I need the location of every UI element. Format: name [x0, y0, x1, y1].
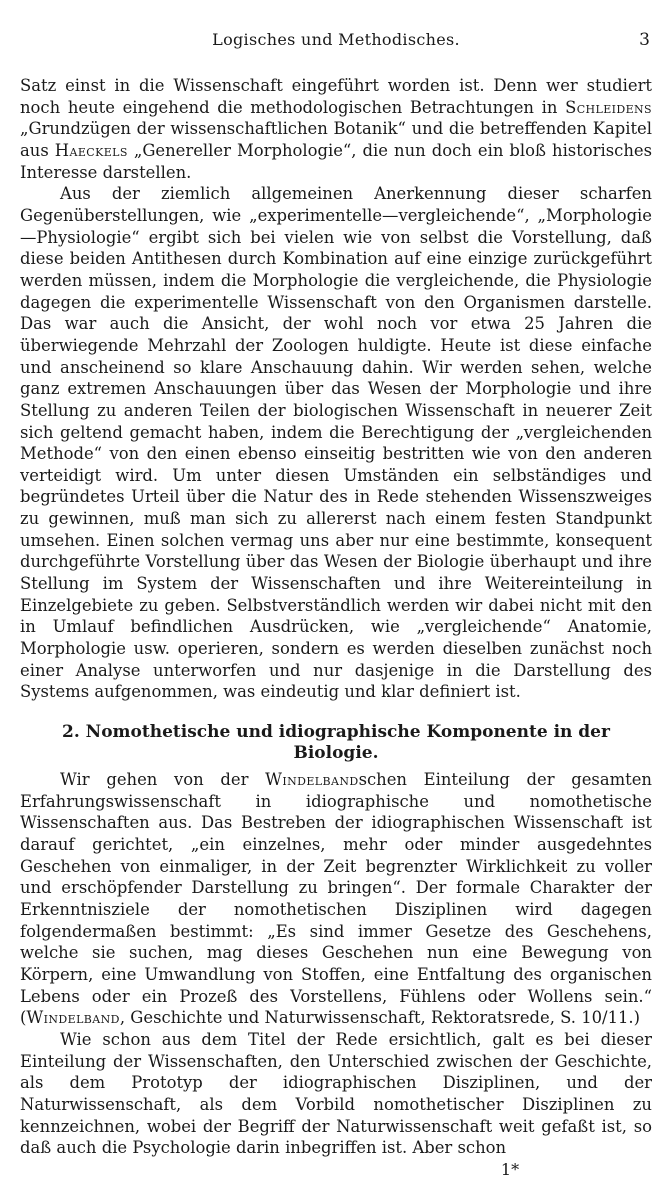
author-name-schleiden: Schleidens [565, 97, 652, 117]
running-title: Logisches und Methodisches. [212, 30, 460, 49]
paragraph-3 [20, 769, 652, 1029]
author-name-haeckel: Haeckels [54, 140, 128, 160]
paragraph-1 [20, 75, 652, 183]
paragraph-3-text-a: Wir gehen von der [60, 770, 266, 790]
paragraph-2: Aus der ziemlich allgemeinen Anerkennung dieser scharfen Gegenüberstellungen, wie „experimentelle—vergleichende“, „Morphologie—Physiologie“ ergibt sich bei vielen wie von selbst die Vorstellung, daß diese beiden Antithesen durch Kombination auf eine einzige zurückgeführt werden müssen, indem die Morphologie die vergleichende, die Physiologie dagegen die experimentelle Wissenschaft von den Organismen darstelle. Das war auch die Ansicht, der wohl noch vor etwa 25 Jahren die überwiegende Mehrzahl der Zoologen huldigte. Heute ist diese einfache und anscheinend so klare Anschauung dahin. Wir werden sehen, welche ganz extremen Anschauungen über das Wesen der Morphologie und ihre Stellung zu anderen Teilen der biologischen Wissenschaft in neuerer Zeit sich geltend gemacht haben, indem die Berechtigung der „vergleichenden Methode“ von den einen ebenso einseitig bestritten wie von den anderen verteidigt wird. Um unter diesen Umständen ein selbständiges und begründetes Urteil über die Natur des in Rede stehenden Wissenszweiges zu gewinnen, muß man sich zu allererst nach einem festen Standpunkt umsehen. Einen solchen vermag uns aber nur eine bestimmte, konsequent durchgeführte Vorstellung über das Wesen der Biologie überhaupt und ihre Stellung im System der Wissenschaften und ihre Weitereinteilung in Einzelgebiete zu geben. Selbstverständlich werden wir dabei nicht mit den in Umlauf befindlichen Ausdrücken, wie „vergleichende“ Anatomie, Morphologie usw. operieren, sondern es werden dieselben zunächst noch einer Analyse unterworfen und nur dasjenige in die Darstellung des Systems aufgenommen, was eindeutig und klar definiert ist. [20, 184, 652, 702]
running-header [20, 30, 652, 54]
citation-author-windelband: Windelband [26, 1008, 120, 1028]
section-heading: 2. Nomothetische und idiographische Komponente in der Biologie. [62, 722, 610, 764]
paragraph-4: Wie schon aus dem Titel der Rede ersichtlich, galt es bei dieser Einteilung der Wissenschaften, den Unterschied zwischen der Geschichte, als dem Prototyp der idiographischen Disziplinen, und der Naturwissenschaft, als dem Vorbild nomothetischer Disziplinen zu kennzeichnen, wobei der Begriff der Naturwissenschaft weit gefaßt ist, so daß auch die Psychologie darin inbegriffen ist. Aber schon [20, 1029, 652, 1158]
paragraph-1-text-b: „Grundzügen der wissenschaftlichen Botanik“ und die betreffenden Kapitel aus [20, 119, 652, 160]
paragraph-1-text-a: Satz einst in die Wissenschaft eingeführt worden ist. Denn wer studiert noch heute eingehend die methodologischen Betrachtungen in [20, 76, 652, 117]
paragraph-3-text-b: schen Einteilung der gesamten Erfahrungswissenschaft in idiographische und nomothetische Wissenschaften aus. Das Bestreben der idiographischen Wissenschaft ist darauf gerichtet, „ein einzelnes, mehr oder minder ausgedehntes Geschehen von einmaliger, in der Zeit begrenzter Wirklichkeit zu voller und erschöpfender Darstellung zu bringen“. Der formale Charakter der Erkenntnisziele der nomothetischen Disziplinen wird dagegen folgendermaßen bestimmt: „Es sind immer Gesetze des Geschehens, welche sie suchen, mag dieses Geschehen nun eine Bewegung von Körpern, eine Umwandlung von Stoffen, eine Entfaltung des organischen Lebens oder ein Prozeß des Vorstellens, Fühlens oder Wollens sein.“ ( [20, 770, 652, 1028]
paragraph-1-text-c: „Genereller Morphologie“, die nun doch ein bloß historisches Interesse darstellen. [20, 140, 653, 182]
author-name-windelband: Windelband [265, 770, 359, 790]
signature-mark: 1* [500, 1160, 520, 1179]
page-number: 3 [639, 30, 650, 50]
paragraph-3-text-c: , Geschichte und Naturwissenschaft, Rektoratsrede, S. 10/11.) [119, 1008, 641, 1028]
body-text [20, 75, 652, 1159]
